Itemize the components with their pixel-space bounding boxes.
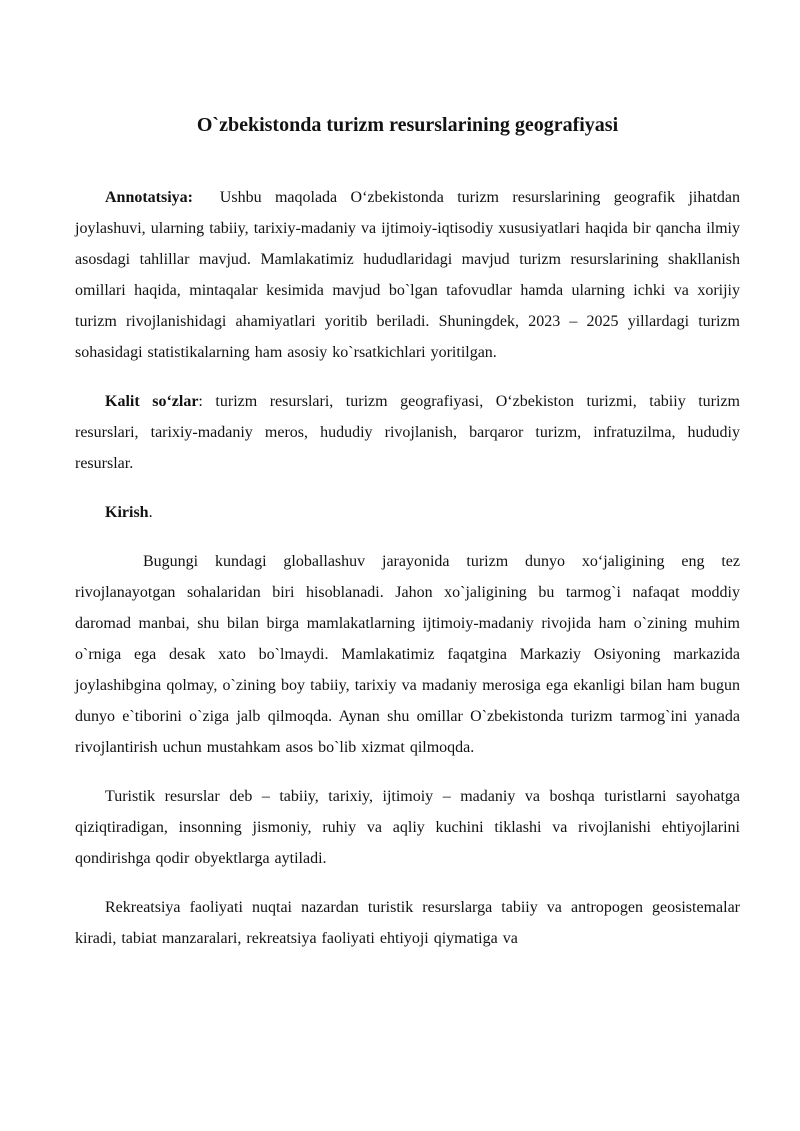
keywords-text: : turizm resurslari, turizm geografiyasi, Oʻzbekiston turizmi, tabiiy turizm resurslari, tarixiy-madaniy meros, hududiy rivojlanish, barqaror turizm, infratuzilma, hududiy resurslar. [75,393,740,472]
paragraph-rekreatsiya [75,892,740,954]
keywords-label: Kalit soʻzlar [105,393,199,410]
paragraph-annotation [75,182,740,368]
kirish-punctuation: . [148,504,153,521]
document-title: O`zbekistonda turizm resurslarining geografiyasi [196,114,619,136]
paragraph-turistik-resurslar [75,781,740,874]
annotation-label: Annotatsiya: [105,189,194,206]
paragraph-intro-text: Bugungi kundagi globallashuv jarayonida turizm dunyo xoʻjaligining eng tez rivojlanayotgan sohalaridan biri hisoblanadi. Jahon xo`jaligining bu tarmog`i nafaqat moddiy daromad manbai, shu bilan birga mamlakatlarning ijtimoiy-madaniy rivojida ham o`zining muhim o`rniga ega desak xato bo`lmaydi. Mamlakatimiz faqatgina Markaziy Osiyoning markazida joylashibgina qolmay, o`zining boy tabiiy, tarixiy va madaniy merosiga ega ekanligi bilan ham bugun dunyo e`tiborini o`ziga jalb qilmoqda. Aynan shu omillar O`zbekistonda turizm tarmog`ini yanada rivojlantirish uchun mustahkam asos bo`lib xizmat qilmoqda. [75,553,740,756]
paragraph-keywords [75,386,740,479]
section-heading-kirish [75,497,740,528]
annotation-text: Ushbu maqolada Oʻzbekistonda turizm resurslarining geografik jihatdan joylashuvi, ularning tabiiy, tarixiy-madaniy va ijtimoiy-iqtisodiy xususiyatlari haqida bir qancha ilmiy asosdagi tahlillar mavjud. Mamlakatimiz hududlaridagi mavjud turizm resurslarining shakllanish omillari haqida, mintaqalar kesimida mavjud bo`lgan tafovudlar hamda ularning ichki va xorijiy turizm rivojlanishidagi ahamiyatlari yoritib beriladi. Shuningdek, 2023 – 2025 yillardagi turizm sohasidagi statistikalarning ham asosiy ko`rsatkichlari yoritilgan. [75,189,740,361]
paragraph-rekreatsiya-text: Rekreatsiya faoliyati nuqtai nazardan turistik resurslarga tabiiy va antropogen geosistemalar kiradi, tabiat manzaralari, rekreatsiya faoliyati ehtiyoji qiymatiga va [75,899,740,947]
paragraph-intro [75,546,740,763]
paragraph-turistik-resurslar-text: Turistik resurslar deb – tabiiy, tarixiy, ijtimoiy – madaniy va boshqa turistlarni sayohatga qiziqtiradigan, insonning jismoniy, ruhiy va aqliy kuchini tiklashi va rivojlanishi ehtiyojlarini qondirishga qodir obyektlarga aytiladi. [75,788,740,867]
kirish-label: Kirish [105,504,149,521]
